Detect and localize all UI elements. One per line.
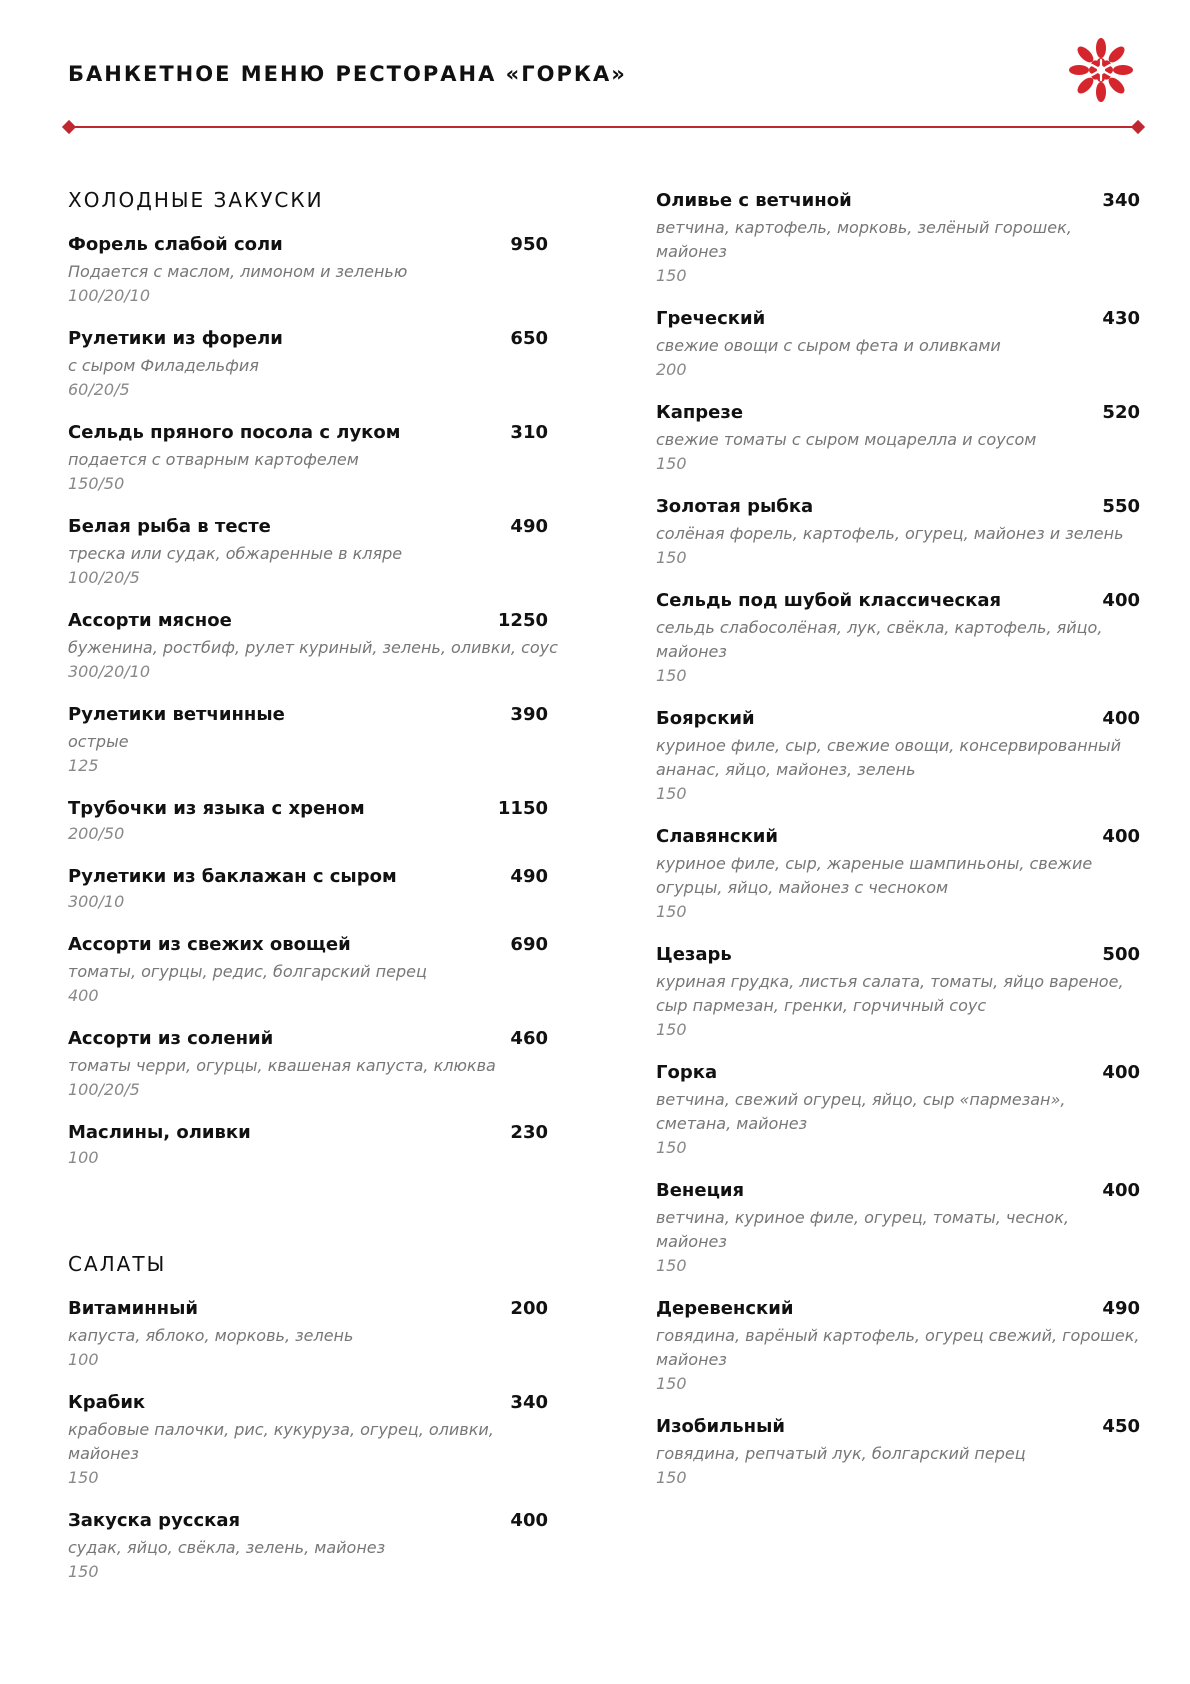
menu-item-name: Горка bbox=[656, 1062, 718, 1083]
section-title-cold-starters: ХОЛОДНЫЕ ЗАКУСКИ bbox=[68, 188, 324, 212]
menu-item bbox=[656, 588, 1140, 688]
menu-item-name: Славянский bbox=[656, 826, 779, 847]
menu-item bbox=[656, 824, 1140, 924]
menu-item-weight: 150 bbox=[656, 1020, 687, 1039]
divider-right-diamond bbox=[1131, 120, 1145, 134]
menu-item bbox=[656, 942, 1140, 1042]
menu-item-header bbox=[656, 188, 1140, 214]
menu-item-name: Форель слабой соли bbox=[68, 234, 283, 255]
menu-item-description: треска или судак, обжаренные в кляре bbox=[68, 544, 403, 563]
menu-item-description: говядина, варёный картофель, огурец свежий, горошек, майонез bbox=[656, 1326, 1140, 1369]
menu-item-weight: 300/10 bbox=[68, 892, 125, 911]
red-snowflake-logo-icon bbox=[1064, 33, 1138, 107]
menu-item-name: Крабик bbox=[68, 1392, 146, 1413]
menu-item-name: Трубочки из языка с хреном bbox=[68, 798, 365, 819]
menu-item-price: 690 bbox=[510, 934, 548, 955]
menu-item-header bbox=[68, 1120, 568, 1146]
menu-item-header bbox=[68, 1508, 568, 1534]
menu-item-weight: 150 bbox=[656, 1374, 687, 1393]
menu-item-header bbox=[68, 420, 568, 446]
menu-item-weight: 300/20/10 bbox=[68, 662, 151, 681]
page-header bbox=[68, 60, 1138, 100]
menu-item-weight: 200/50 bbox=[68, 824, 125, 843]
menu-item-price: 520 bbox=[1102, 402, 1140, 423]
menu-item-name: Рулетики ветчинные bbox=[68, 704, 285, 725]
menu-item-description: крабовые палочки, рис, кукуруза, огурец, оливки, майонез bbox=[68, 1420, 494, 1463]
menu-item-name: Рулетики из баклажан с сыром bbox=[68, 866, 397, 887]
menu-item-description: говядина, репчатый лук, болгарский перец bbox=[656, 1444, 1026, 1463]
menu-item-description: подается с отварным картофелем bbox=[68, 450, 359, 469]
menu-item bbox=[68, 326, 568, 402]
menu-item bbox=[656, 494, 1140, 570]
menu-item-description: с сыром Филадельфия bbox=[68, 356, 259, 375]
menu-item-price: 950 bbox=[510, 234, 548, 255]
menu-item bbox=[68, 932, 568, 1008]
menu-item-weight: 150 bbox=[656, 1468, 687, 1487]
menu-item-description: куриное филе, сыр, свежие овощи, консервированный ананас, яйцо, майонез, зелень bbox=[656, 736, 1122, 779]
menu-item-description: свежие овощи с сыром фета и оливками bbox=[656, 336, 1001, 355]
menu-item-price: 1250 bbox=[497, 610, 548, 631]
menu-item bbox=[68, 420, 568, 496]
menu-item bbox=[656, 306, 1140, 382]
menu-item-price: 340 bbox=[1102, 190, 1140, 211]
cold-starters-list bbox=[68, 232, 568, 1170]
menu-item bbox=[68, 1120, 568, 1170]
menu-item-header bbox=[656, 588, 1140, 614]
menu-item-weight: 400 bbox=[68, 986, 99, 1005]
menu-item-header bbox=[656, 306, 1140, 332]
menu-item-price: 390 bbox=[510, 704, 548, 725]
menu-item-description: капуста, яблоко, морковь, зелень bbox=[68, 1326, 354, 1345]
menu-item-description: острые bbox=[68, 732, 129, 751]
section-title-salads: САЛАТЫ bbox=[68, 1252, 167, 1276]
menu-item-name: Греческий bbox=[656, 308, 766, 329]
menu-item-price: 200 bbox=[510, 1298, 548, 1319]
menu-item-description: Подается с маслом, лимоном и зеленью bbox=[68, 262, 408, 281]
menu-item-weight: 150 bbox=[656, 548, 687, 567]
menu-item-price: 500 bbox=[1102, 944, 1140, 965]
menu-item-name: Рулетики из форели bbox=[68, 328, 283, 349]
menu-item-price: 400 bbox=[1102, 1062, 1140, 1083]
menu-item-name: Капрезе bbox=[656, 402, 744, 423]
menu-item-name: Оливье с ветчиной bbox=[656, 190, 852, 211]
menu-item-header bbox=[68, 514, 568, 540]
menu-item-weight: 150 bbox=[656, 666, 687, 685]
menu-item bbox=[656, 1296, 1140, 1396]
menu-item bbox=[68, 796, 568, 846]
menu-item-header bbox=[68, 232, 568, 258]
menu-item-header bbox=[68, 326, 568, 352]
menu-item-weight: 150 bbox=[656, 1138, 687, 1157]
menu-item-name: Ассорти из солений bbox=[68, 1028, 274, 1049]
menu-item bbox=[656, 1060, 1140, 1160]
menu-item-name: Ассорти из свежих овощей bbox=[68, 934, 351, 955]
menu-item-price: 400 bbox=[1102, 708, 1140, 729]
menu-item-name: Маслины, оливки bbox=[68, 1122, 251, 1143]
menu-item-weight: 100/20/10 bbox=[68, 286, 151, 305]
menu-item-description: ветчина, картофель, морковь, зелёный горошек, майонез bbox=[656, 218, 1072, 261]
menu-item-weight: 150 bbox=[656, 266, 687, 285]
menu-item bbox=[68, 1026, 568, 1102]
menu-item-price: 490 bbox=[510, 516, 548, 537]
menu-item-description: буженина, ростбиф, рулет куриный, зелень, оливки, соус bbox=[68, 638, 558, 657]
menu-item-name: Боярский bbox=[656, 708, 755, 729]
menu-item-price: 490 bbox=[1102, 1298, 1140, 1319]
menu-item-weight: 100 bbox=[68, 1350, 99, 1369]
menu-item-price: 400 bbox=[1102, 590, 1140, 611]
menu-item-header bbox=[656, 494, 1140, 520]
menu-item bbox=[68, 702, 568, 778]
menu-item-header bbox=[68, 1296, 568, 1322]
menu-item-description: куриная грудка, листья салата, томаты, яйцо вареное, сыр пармезан, гренки, горчичный соус bbox=[656, 972, 1124, 1015]
menu-item-description: томаты черри, огурцы, квашеная капуста, клюква bbox=[68, 1056, 496, 1075]
menu-item-price: 340 bbox=[510, 1392, 548, 1413]
menu-item-description: ветчина, куриное филе, огурец, томаты, чеснок, майонез bbox=[656, 1208, 1069, 1251]
menu-item-header bbox=[656, 1296, 1140, 1322]
header-divider bbox=[68, 126, 1138, 128]
menu-item-header bbox=[656, 1060, 1140, 1086]
menu-item-price: 430 bbox=[1102, 308, 1140, 329]
menu-item-weight: 150 bbox=[68, 1468, 99, 1487]
menu-item bbox=[656, 1178, 1140, 1278]
menu-item-price: 400 bbox=[510, 1510, 548, 1531]
menu-item-header bbox=[68, 702, 568, 728]
menu-item-header bbox=[656, 942, 1140, 968]
menu-item bbox=[656, 1414, 1140, 1490]
menu-item-price: 400 bbox=[1102, 1180, 1140, 1201]
menu-item-weight: 100/20/5 bbox=[68, 1080, 140, 1099]
page-title: БАНКЕТНОЕ МЕНЮ РЕСТОРАНА «ГОРКА» bbox=[68, 62, 627, 86]
menu-item-header bbox=[68, 1026, 568, 1052]
menu-item-price: 490 bbox=[510, 866, 548, 887]
menu-item bbox=[68, 514, 568, 590]
menu-item-header bbox=[68, 864, 568, 890]
menu-item-name: Цезарь bbox=[656, 944, 732, 965]
menu-item-name: Венеция bbox=[656, 1180, 745, 1201]
menu-item-weight: 150 bbox=[656, 902, 687, 921]
menu-item-weight: 150 bbox=[656, 1256, 687, 1275]
menu-item-header bbox=[68, 932, 568, 958]
menu-item-weight: 150 bbox=[656, 784, 687, 803]
menu-item-weight: 200 bbox=[656, 360, 687, 379]
divider-left-diamond bbox=[62, 120, 76, 134]
menu-item bbox=[656, 188, 1140, 288]
left-column bbox=[68, 188, 568, 1602]
menu-item-header bbox=[656, 1178, 1140, 1204]
menu-item-name: Деревенский bbox=[656, 1298, 794, 1319]
menu-item-price: 450 bbox=[1102, 1416, 1140, 1437]
menu-item-header bbox=[656, 400, 1140, 426]
menu-item-weight: 100 bbox=[68, 1148, 99, 1167]
menu-item-weight: 150/50 bbox=[68, 474, 125, 493]
menu-item-name: Изобильный bbox=[656, 1416, 785, 1437]
menu-item-name: Ассорти мясное bbox=[68, 610, 232, 631]
menu-item-name: Витаминный bbox=[68, 1298, 198, 1319]
right-column bbox=[656, 188, 1140, 1508]
menu-item-price: 650 bbox=[510, 328, 548, 349]
menu-item-header bbox=[656, 706, 1140, 732]
menu-item-price: 460 bbox=[510, 1028, 548, 1049]
menu-item-price: 230 bbox=[510, 1122, 548, 1143]
menu-item-weight: 60/20/5 bbox=[68, 380, 130, 399]
menu-item-price: 1150 bbox=[497, 798, 548, 819]
menu-item-description: томаты, огурцы, редис, болгарский перец bbox=[68, 962, 427, 981]
menu-item bbox=[68, 1390, 568, 1490]
menu-item-header bbox=[656, 1414, 1140, 1440]
menu-item-name: Белая рыба в тесте bbox=[68, 516, 271, 537]
menu-item-name: Золотая рыбка bbox=[656, 496, 814, 517]
menu-item-weight: 150 bbox=[656, 454, 687, 473]
menu-item-header bbox=[68, 608, 568, 634]
menu-item-description: свежие томаты с сыром моцарелла и соусом bbox=[656, 430, 1037, 449]
menu-item-name: Сельдь пряного посола с луком bbox=[68, 422, 401, 443]
salads-continued-list bbox=[656, 188, 1140, 1490]
menu-item-name: Закуска русская bbox=[68, 1510, 241, 1531]
menu-item-description: ветчина, свежий огурец, яйцо, сыр «пармезан», сметана, майонез bbox=[656, 1090, 1066, 1133]
menu-item bbox=[68, 1508, 568, 1584]
menu-item-description: солёная форель, картофель, огурец, майонез и зелень bbox=[656, 524, 1124, 543]
menu-item bbox=[68, 608, 568, 684]
menu-item-header bbox=[656, 824, 1140, 850]
menu-item-description: сельдь слабосолёная, лук, свёкла, картофель, яйцо, майонез bbox=[656, 618, 1103, 661]
menu-item-description: судак, яйцо, свёкла, зелень, майонез bbox=[68, 1538, 386, 1557]
menu-item bbox=[656, 400, 1140, 476]
menu-item bbox=[68, 232, 568, 308]
menu-item-description: куриное филе, сыр, жареные шампиньоны, свежие огурцы, яйцо, майонез с чесноком bbox=[656, 854, 1093, 897]
menu-item-price: 400 bbox=[1102, 826, 1140, 847]
menu-item-header bbox=[68, 1390, 568, 1416]
salads-list bbox=[68, 1296, 568, 1584]
menu-item-weight: 100/20/5 bbox=[68, 568, 140, 587]
menu-item bbox=[68, 864, 568, 914]
menu-item-weight: 125 bbox=[68, 756, 99, 775]
menu-item-header bbox=[68, 796, 568, 822]
menu-item-name: Сельдь под шубой классическая bbox=[656, 590, 1002, 611]
menu-item-price: 310 bbox=[510, 422, 548, 443]
menu-item bbox=[68, 1296, 568, 1372]
menu-item-price: 550 bbox=[1102, 496, 1140, 517]
menu-item bbox=[656, 706, 1140, 806]
menu-item-weight: 150 bbox=[68, 1562, 99, 1581]
